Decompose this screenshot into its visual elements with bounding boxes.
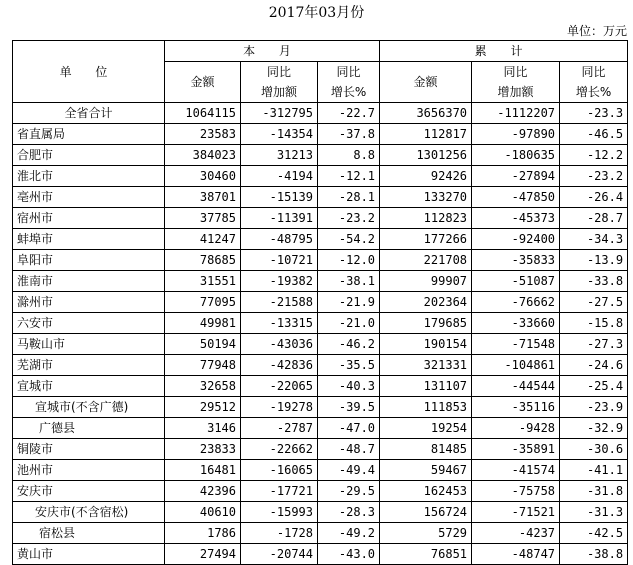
table-row — [13, 208, 628, 229]
header-group-row — [13, 41, 628, 62]
cell-c-pct: -13.9 — [560, 250, 628, 271]
cell-m-amount: 3146 — [165, 418, 241, 439]
table-row — [13, 397, 628, 418]
row-unit-name: 宣城市 — [13, 376, 165, 397]
cell-c-amount: 3656370 — [380, 103, 472, 124]
cell-c-inc: -71548 — [472, 334, 560, 355]
cell-c-inc: -76662 — [472, 292, 560, 313]
cell-m-pct: -39.5 — [318, 397, 380, 418]
cell-c-amount: 112823 — [380, 208, 472, 229]
row-unit-name: 马鞍山市 — [13, 334, 165, 355]
header-line: 增加额 — [497, 85, 534, 99]
cell-m-amount: 42396 — [165, 481, 241, 502]
cell-m-pct: -49.2 — [318, 523, 380, 544]
header-line: 同比 — [266, 65, 291, 79]
cell-c-pct: -31.8 — [560, 481, 628, 502]
header-month-yoy-growth — [318, 62, 380, 103]
revenue-table — [12, 40, 628, 565]
cell-m-pct: -49.4 — [318, 460, 380, 481]
row-unit-name: 安庆市 — [13, 481, 165, 502]
table-row — [13, 439, 628, 460]
row-unit-name: 宣城市(不含广德) — [13, 397, 165, 418]
header-line: 增加额 — [260, 85, 297, 99]
header-month-amount: 金额 — [165, 62, 241, 103]
cell-c-pct: -46.5 — [560, 124, 628, 145]
cell-m-inc: -15139 — [241, 187, 318, 208]
cell-m-inc: -22065 — [241, 376, 318, 397]
cell-m-amount: 1064115 — [165, 103, 241, 124]
cell-c-amount: 190154 — [380, 334, 472, 355]
row-unit-name: 亳州市 — [13, 187, 165, 208]
cell-c-inc: -71521 — [472, 502, 560, 523]
table-row — [13, 544, 628, 565]
header-line: 同比 — [336, 65, 361, 79]
cell-c-pct: -41.1 — [560, 460, 628, 481]
cell-c-amount: 19254 — [380, 418, 472, 439]
cell-m-amount: 23833 — [165, 439, 241, 460]
cell-c-inc: -45373 — [472, 208, 560, 229]
cell-c-inc: -97890 — [472, 124, 560, 145]
cell-c-amount: 179685 — [380, 313, 472, 334]
cell-c-amount: 131107 — [380, 376, 472, 397]
header-cumulative: 累 计 — [380, 41, 628, 62]
cell-c-amount: 59467 — [380, 460, 472, 481]
cell-c-pct: -34.3 — [560, 229, 628, 250]
cell-c-pct: -23.2 — [560, 166, 628, 187]
table-body — [13, 103, 628, 565]
row-unit-name: 全省合计 — [13, 103, 165, 124]
cell-m-inc: -1728 — [241, 523, 318, 544]
row-unit-name: 铜陵市 — [13, 439, 165, 460]
cell-m-amount: 27494 — [165, 544, 241, 565]
cell-c-pct: -27.5 — [560, 292, 628, 313]
cell-c-inc: -47850 — [472, 187, 560, 208]
cell-c-amount: 156724 — [380, 502, 472, 523]
cell-c-amount: 92426 — [380, 166, 472, 187]
header-month-yoy-amount — [241, 62, 318, 103]
cell-c-amount: 133270 — [380, 187, 472, 208]
cell-c-inc: -44544 — [472, 376, 560, 397]
cell-m-amount: 50194 — [165, 334, 241, 355]
cell-m-inc: -14354 — [241, 124, 318, 145]
cell-c-inc: -33660 — [472, 313, 560, 334]
cell-m-pct: -28.3 — [318, 502, 380, 523]
cell-c-amount: 221708 — [380, 250, 472, 271]
table-row — [13, 166, 628, 187]
cell-c-amount: 321331 — [380, 355, 472, 376]
table-row — [13, 292, 628, 313]
cell-m-inc: -11391 — [241, 208, 318, 229]
cell-c-inc: -92400 — [472, 229, 560, 250]
cell-m-pct: -21.0 — [318, 313, 380, 334]
row-unit-name: 省直属局 — [13, 124, 165, 145]
cell-c-inc: -104861 — [472, 355, 560, 376]
cell-m-pct: -48.7 — [318, 439, 380, 460]
cell-c-amount: 177266 — [380, 229, 472, 250]
unit-label: 单位：万元 — [566, 24, 627, 38]
cell-m-inc: -312795 — [241, 103, 318, 124]
cell-m-amount: 78685 — [165, 250, 241, 271]
table-row — [13, 250, 628, 271]
cell-m-inc: 31213 — [241, 145, 318, 166]
cell-c-inc: -35116 — [472, 397, 560, 418]
row-unit-name: 滁州市 — [13, 292, 165, 313]
row-unit-name: 黄山市 — [13, 544, 165, 565]
cell-c-inc: -4237 — [472, 523, 560, 544]
table-row — [13, 502, 628, 523]
header-unit: 单 位 — [13, 41, 165, 103]
row-unit-name: 蚌埠市 — [13, 229, 165, 250]
cell-c-amount: 5729 — [380, 523, 472, 544]
table-row — [13, 124, 628, 145]
cell-c-pct: -38.8 — [560, 544, 628, 565]
header-cum-amount: 金额 — [380, 62, 472, 103]
cell-m-inc: -20744 — [241, 544, 318, 565]
table-header — [13, 41, 628, 103]
cell-m-pct: -12.1 — [318, 166, 380, 187]
table-row — [13, 103, 628, 124]
cell-m-amount: 41247 — [165, 229, 241, 250]
row-unit-name: 六安市 — [13, 313, 165, 334]
cell-m-pct: -47.0 — [318, 418, 380, 439]
cell-m-amount: 23583 — [165, 124, 241, 145]
table-row — [13, 334, 628, 355]
cell-m-pct: -46.2 — [318, 334, 380, 355]
cell-c-inc: -27894 — [472, 166, 560, 187]
page-title: 2017年03月份 — [268, 5, 365, 21]
row-unit-name: 广德县 — [13, 418, 165, 439]
cell-c-pct: -32.9 — [560, 418, 628, 439]
header-line: 增长% — [330, 85, 367, 99]
cell-m-inc: -15993 — [241, 502, 318, 523]
cell-c-pct: -12.2 — [560, 145, 628, 166]
cell-m-inc: -42836 — [241, 355, 318, 376]
cell-m-inc: -2787 — [241, 418, 318, 439]
cell-m-inc: -48795 — [241, 229, 318, 250]
cell-c-inc: -35891 — [472, 439, 560, 460]
table-row — [13, 229, 628, 250]
table-row — [13, 271, 628, 292]
table-row — [13, 313, 628, 334]
cell-m-pct: -40.3 — [318, 376, 380, 397]
cell-c-inc: -35833 — [472, 250, 560, 271]
cell-m-amount: 37785 — [165, 208, 241, 229]
cell-c-pct: -25.4 — [560, 376, 628, 397]
row-unit-name: 宿州市 — [13, 208, 165, 229]
cell-c-inc: -51087 — [472, 271, 560, 292]
cell-m-amount: 77948 — [165, 355, 241, 376]
cell-c-amount: 81485 — [380, 439, 472, 460]
table-row — [13, 460, 628, 481]
cell-m-amount: 49981 — [165, 313, 241, 334]
table-row — [13, 187, 628, 208]
cell-c-inc: -9428 — [472, 418, 560, 439]
cell-m-amount: 77095 — [165, 292, 241, 313]
cell-m-pct: -21.9 — [318, 292, 380, 313]
row-unit-name: 淮南市 — [13, 271, 165, 292]
row-unit-name: 阜阳市 — [13, 250, 165, 271]
row-unit-name: 芜湖市 — [13, 355, 165, 376]
cell-c-pct: -23.3 — [560, 103, 628, 124]
cell-c-amount: 99907 — [380, 271, 472, 292]
header-line: 同比 — [503, 65, 528, 79]
cell-c-pct: -26.4 — [560, 187, 628, 208]
cell-c-inc: -41574 — [472, 460, 560, 481]
cell-m-inc: -19382 — [241, 271, 318, 292]
cell-m-amount: 40610 — [165, 502, 241, 523]
cell-m-pct: -38.1 — [318, 271, 380, 292]
cell-c-pct: -31.3 — [560, 502, 628, 523]
table-row — [13, 481, 628, 502]
cell-m-amount: 29512 — [165, 397, 241, 418]
table-row — [13, 355, 628, 376]
cell-c-inc: -48747 — [472, 544, 560, 565]
cell-m-amount: 1786 — [165, 523, 241, 544]
cell-c-amount: 111853 — [380, 397, 472, 418]
cell-m-pct: -28.1 — [318, 187, 380, 208]
row-unit-name: 淮北市 — [13, 166, 165, 187]
cell-m-inc: -16065 — [241, 460, 318, 481]
cell-c-inc: -75758 — [472, 481, 560, 502]
header-line: 增长% — [575, 85, 612, 99]
cell-m-inc: -22662 — [241, 439, 318, 460]
cell-c-pct: -27.3 — [560, 334, 628, 355]
cell-m-pct: -22.7 — [318, 103, 380, 124]
cell-c-amount: 162453 — [380, 481, 472, 502]
cell-c-pct: -28.7 — [560, 208, 628, 229]
header-month: 本 月 — [165, 41, 380, 62]
cell-m-inc: -10721 — [241, 250, 318, 271]
cell-m-pct: -43.0 — [318, 544, 380, 565]
cell-c-amount: 1301256 — [380, 145, 472, 166]
cell-c-pct: -15.8 — [560, 313, 628, 334]
cell-m-pct: -35.5 — [318, 355, 380, 376]
cell-c-amount: 202364 — [380, 292, 472, 313]
cell-c-pct: -33.8 — [560, 271, 628, 292]
cell-m-amount: 16481 — [165, 460, 241, 481]
table-row — [13, 145, 628, 166]
cell-m-pct: -29.5 — [318, 481, 380, 502]
cell-m-amount: 38701 — [165, 187, 241, 208]
row-unit-name: 宿松县 — [13, 523, 165, 544]
table-row — [13, 376, 628, 397]
cell-m-pct: -54.2 — [318, 229, 380, 250]
cell-m-amount: 384023 — [165, 145, 241, 166]
cell-m-inc: -21588 — [241, 292, 318, 313]
cell-m-pct: -23.2 — [318, 208, 380, 229]
header-cum-yoy-growth — [560, 62, 628, 103]
cell-c-pct: -42.5 — [560, 523, 628, 544]
cell-c-amount: 112817 — [380, 124, 472, 145]
cell-c-pct: -30.6 — [560, 439, 628, 460]
table-row — [13, 418, 628, 439]
row-unit-name: 池州市 — [13, 460, 165, 481]
cell-m-inc: -43036 — [241, 334, 318, 355]
cell-m-inc: -19278 — [241, 397, 318, 418]
header-cum-yoy-amount — [472, 62, 560, 103]
cell-m-pct: -12.0 — [318, 250, 380, 271]
cell-m-pct: 8.8 — [318, 145, 380, 166]
cell-m-inc: -17721 — [241, 481, 318, 502]
cell-m-amount: 30460 — [165, 166, 241, 187]
table-row — [13, 523, 628, 544]
cell-c-inc: -180635 — [472, 145, 560, 166]
header-line: 同比 — [581, 65, 606, 79]
cell-m-amount: 32658 — [165, 376, 241, 397]
cell-c-inc: -1112207 — [472, 103, 560, 124]
cell-c-amount: 76851 — [380, 544, 472, 565]
row-unit-name: 安庆市(不含宿松) — [13, 502, 165, 523]
cell-c-pct: -23.9 — [560, 397, 628, 418]
cell-m-inc: -13315 — [241, 313, 318, 334]
cell-c-pct: -24.6 — [560, 355, 628, 376]
cell-m-pct: -37.8 — [318, 124, 380, 145]
cell-m-amount: 31551 — [165, 271, 241, 292]
row-unit-name: 合肥市 — [13, 145, 165, 166]
cell-m-inc: -4194 — [241, 166, 318, 187]
